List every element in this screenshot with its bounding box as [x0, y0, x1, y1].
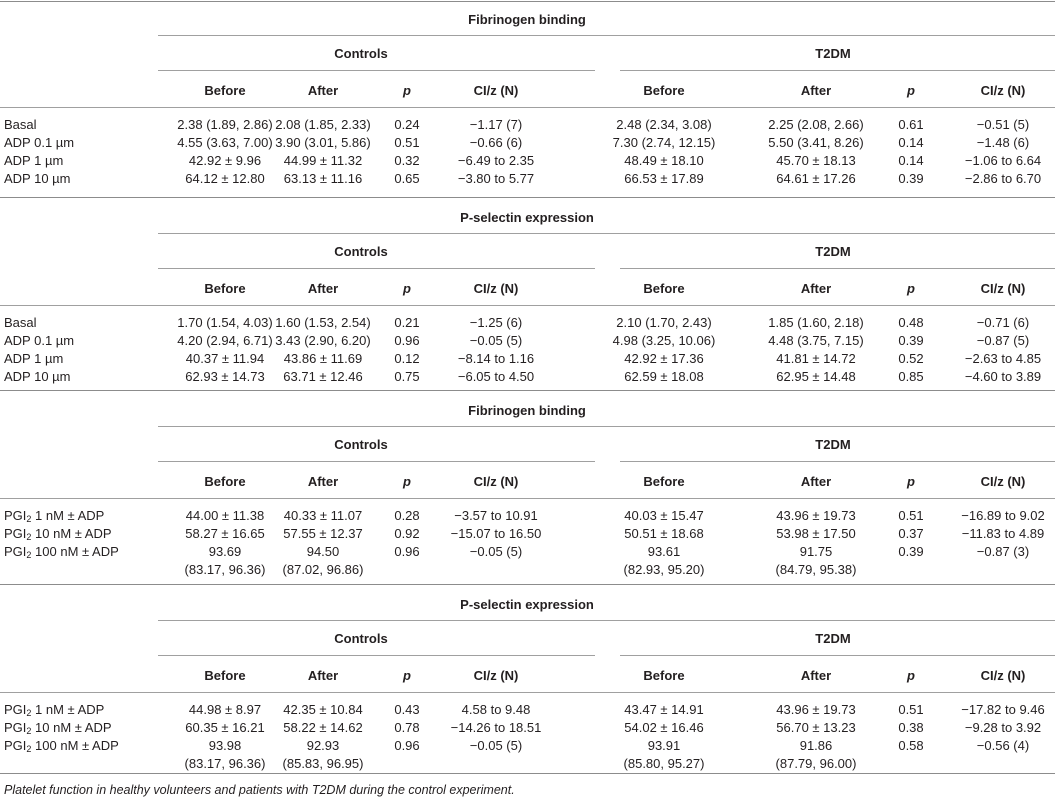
group-rule-t2dm	[620, 268, 1055, 269]
section-bottom-rule	[0, 584, 1055, 585]
column-header-rule	[0, 498, 1055, 499]
row-label: Basal	[4, 117, 37, 132]
table-cell: 93.69	[208, 544, 242, 559]
table-cell: 64.61 ± 17.26	[776, 171, 856, 186]
group-header-t2dm: T2DM	[815, 437, 851, 452]
table-cell: 0.61	[898, 117, 924, 132]
table-cell: −9.28 to 3.92	[964, 720, 1042, 735]
table-cell: 0.75	[394, 369, 420, 384]
section-title-rule	[158, 233, 1055, 234]
row-label-subscript: 2	[26, 708, 32, 718]
column-header: Before	[643, 668, 685, 683]
table-cell: 0.43	[394, 702, 420, 717]
group-header-controls: Controls	[334, 631, 388, 646]
table-cell: 0.39	[898, 171, 924, 186]
table-cell: 40.33 ± 11.07	[283, 508, 363, 523]
column-header: CI/z (N)	[980, 83, 1026, 98]
table-cell: 0.32	[394, 153, 420, 168]
row-label-prefix: PGI	[4, 526, 27, 541]
table-cell: 91.86	[799, 738, 833, 753]
group-rule-controls	[158, 655, 595, 656]
table-cell: −0.51 (5)	[976, 117, 1030, 132]
table-cell: (84.79, 95.38)	[775, 562, 857, 577]
table-cell: 3.90 (3.01, 5.86)	[275, 135, 371, 150]
column-header: After	[800, 474, 832, 489]
table-cell: (83.17, 96.36)	[184, 756, 266, 771]
table-cell: 0.65	[394, 171, 420, 186]
column-header: Before	[204, 281, 246, 296]
table-cell: 7.30 (2.74, 12.15)	[612, 135, 716, 150]
table-cell: 0.92	[394, 526, 420, 541]
table-cell: −11.83 to 4.89	[961, 526, 1045, 541]
column-header: Before	[204, 83, 246, 98]
table-cell: −0.66 (6)	[469, 135, 523, 150]
row-label: ADP 1 µm	[4, 153, 64, 168]
column-header: After	[800, 668, 832, 683]
row-label-suffix: 1 nM ± ADP	[31, 508, 105, 523]
table-cell: −14.26 to 18.51	[450, 720, 542, 735]
row-label	[4, 544, 119, 560]
table-cell: 0.58	[898, 738, 924, 753]
table-cell: 5.50 (3.41, 8.26)	[768, 135, 864, 150]
table-cell: 2.38 (1.89, 2.86)	[177, 117, 273, 132]
table-cell: 62.59 ± 18.08	[624, 369, 704, 384]
column-header: After	[800, 83, 832, 98]
table-cell: 4.55 (3.63, 7.00)	[177, 135, 273, 150]
table-cell: 62.93 ± 14.73	[185, 369, 265, 384]
table-cell: 92.93	[306, 738, 340, 753]
section-title: P-selectin expression	[460, 597, 594, 612]
group-rule-t2dm	[620, 655, 1055, 656]
row-label	[4, 526, 112, 542]
row-label-suffix: 10 nM ± ADP	[31, 720, 112, 735]
column-header: p	[403, 474, 411, 489]
table-cell: −1.48 (6)	[976, 135, 1030, 150]
table-cell: 0.28	[394, 508, 420, 523]
table-cell: (85.83, 96.95)	[282, 756, 364, 771]
table-cell: −2.63 to 4.85	[964, 351, 1042, 366]
table-caption: Platelet function in healthy volunteers and patients with T2DM during the control experiment.	[4, 783, 515, 797]
table-cell: −0.56 (4)	[976, 738, 1030, 753]
group-rule-controls	[158, 70, 595, 71]
column-header: CI/z (N)	[473, 281, 519, 296]
column-header: p	[907, 668, 915, 683]
table-cell: 0.21	[394, 315, 420, 330]
table-cell: 0.51	[394, 135, 420, 150]
table-cell: 58.22 ± 14.62	[283, 720, 363, 735]
row-label: ADP 10 µm	[4, 171, 71, 186]
table-cell: 64.12 ± 12.80	[185, 171, 265, 186]
row-label: ADP 0.1 µm	[4, 135, 75, 150]
table-cell: 63.71 ± 12.46	[283, 369, 363, 384]
section-title-rule	[158, 620, 1055, 621]
table-cell: 0.51	[898, 702, 924, 717]
row-label	[4, 702, 104, 718]
row-label: ADP 1 µm	[4, 351, 64, 366]
table-cell: 53.98 ± 17.50	[776, 526, 856, 541]
group-rule-t2dm	[620, 461, 1055, 462]
table-cell: (82.93, 95.20)	[623, 562, 705, 577]
row-label-prefix: PGI	[4, 702, 27, 717]
table-cell: 0.96	[394, 333, 420, 348]
column-header: p	[403, 281, 411, 296]
table-cell: 0.38	[898, 720, 924, 735]
table-cell: 1.60 (1.53, 2.54)	[275, 315, 371, 330]
table-cell: (87.79, 96.00)	[775, 756, 857, 771]
table-cell: 57.55 ± 12.37	[283, 526, 363, 541]
row-label-subscript: 2	[26, 514, 32, 524]
table-cell: −4.60 to 3.89	[964, 369, 1042, 384]
row-label-prefix: PGI	[4, 544, 27, 559]
table-cell: −6.05 to 4.50	[457, 369, 535, 384]
table-cell: 93.98	[208, 738, 242, 753]
table-cell: −0.87 (5)	[976, 333, 1030, 348]
row-label-subscript: 2	[26, 744, 32, 754]
section-title-rule	[158, 35, 1055, 36]
column-header: Before	[643, 474, 685, 489]
row-label-subscript: 2	[26, 532, 32, 542]
table-cell: 93.61	[647, 544, 681, 559]
table-cell: 56.70 ± 13.23	[776, 720, 856, 735]
table-cell: 43.96 ± 19.73	[776, 508, 856, 523]
table-cell: −8.14 to 1.16	[457, 351, 535, 366]
table-cell: 0.37	[898, 526, 924, 541]
table-cell: 1.85 (1.60, 2.18)	[768, 315, 864, 330]
column-header-rule	[0, 107, 1055, 108]
group-header-t2dm: T2DM	[815, 244, 851, 259]
row-label-prefix: PGI	[4, 738, 27, 753]
row-label: ADP 10 µm	[4, 369, 71, 384]
table-cell: 0.24	[394, 117, 420, 132]
table-cell: −0.05 (5)	[469, 544, 523, 559]
table-cell: 44.98 ± 8.97	[188, 702, 262, 717]
table-cell: 3.43 (2.90, 6.20)	[275, 333, 371, 348]
table-cell: 60.35 ± 16.21	[185, 720, 265, 735]
column-header: After	[307, 83, 339, 98]
column-header: Before	[204, 474, 246, 489]
table-cell: −2.86 to 6.70	[964, 171, 1042, 186]
table-cell: 43.96 ± 19.73	[776, 702, 856, 717]
table-cell: 0.52	[898, 351, 924, 366]
section-title: Fibrinogen binding	[468, 12, 586, 27]
row-label-subscript: 2	[26, 550, 32, 560]
row-label: Basal	[4, 315, 37, 330]
column-header: p	[403, 83, 411, 98]
table-cell: 44.00 ± 11.38	[185, 508, 265, 523]
group-header-controls: Controls	[334, 46, 388, 61]
table-cell: 0.14	[898, 153, 924, 168]
group-header-t2dm: T2DM	[815, 46, 851, 61]
table-cell: −16.89 to 9.02	[961, 508, 1045, 523]
column-header-rule	[0, 305, 1055, 306]
table-cell: 62.95 ± 14.48	[776, 369, 856, 384]
column-header: p	[907, 281, 915, 296]
table-cell: 41.81 ± 14.72	[776, 351, 856, 366]
table-cell: −1.17 (7)	[469, 117, 523, 132]
table-cell: 54.02 ± 16.46	[624, 720, 704, 735]
table-cell: −0.87 (3)	[976, 544, 1030, 559]
row-label-suffix: 1 nM ± ADP	[31, 702, 105, 717]
row-label-suffix: 100 nM ± ADP	[31, 544, 119, 559]
table-cell: 2.10 (1.70, 2.43)	[616, 315, 712, 330]
row-label	[4, 738, 119, 754]
column-header: After	[307, 474, 339, 489]
column-header: p	[907, 474, 915, 489]
column-header: Before	[643, 281, 685, 296]
table-cell: 0.85	[898, 369, 924, 384]
section-title: P-selectin expression	[460, 210, 594, 225]
table-cell: −0.71 (6)	[976, 315, 1030, 330]
table-cell: 4.48 (3.75, 7.15)	[768, 333, 864, 348]
section-bottom-rule	[0, 197, 1055, 198]
table-cell: 4.20 (2.94, 6.71)	[177, 333, 273, 348]
table-cell: 43.86 ± 11.69	[283, 351, 363, 366]
table-cell: −0.05 (5)	[469, 333, 523, 348]
column-header: After	[800, 281, 832, 296]
table-cell: −3.80 to 5.77	[457, 171, 535, 186]
column-header: CI/z (N)	[980, 281, 1026, 296]
table-cell: 40.37 ± 11.94	[185, 351, 265, 366]
table-cell: 0.78	[394, 720, 420, 735]
table-cell: 48.49 ± 18.10	[624, 153, 704, 168]
table-cell: (85.80, 95.27)	[623, 756, 705, 771]
section-title-rule	[158, 426, 1055, 427]
table-cell: 0.12	[394, 351, 420, 366]
table-cell: 2.08 (1.85, 2.33)	[275, 117, 371, 132]
table-cell: 93.91	[647, 738, 681, 753]
section-title: Fibrinogen binding	[468, 403, 586, 418]
section-bottom-rule	[0, 390, 1055, 391]
table-cell: (83.17, 96.36)	[184, 562, 266, 577]
table-cell: (87.02, 96.86)	[282, 562, 364, 577]
row-label: ADP 0.1 µm	[4, 333, 75, 348]
table-cell: 0.48	[898, 315, 924, 330]
table-cell: 1.70 (1.54, 4.03)	[177, 315, 273, 330]
table-cell: 0.96	[394, 544, 420, 559]
table-cell: −0.05 (5)	[469, 738, 523, 753]
table-cell: 0.14	[898, 135, 924, 150]
column-header: CI/z (N)	[980, 474, 1026, 489]
column-header: Before	[204, 668, 246, 683]
group-rule-controls	[158, 461, 595, 462]
row-label	[4, 508, 104, 524]
column-header-rule	[0, 692, 1055, 693]
table-cell: 66.53 ± 17.89	[624, 171, 704, 186]
table-cell: 4.98 (3.25, 10.06)	[612, 333, 716, 348]
column-header: CI/z (N)	[980, 668, 1026, 683]
group-header-controls: Controls	[334, 244, 388, 259]
table-cell: −15.07 to 16.50	[450, 526, 542, 541]
table-cell: 40.03 ± 15.47	[624, 508, 704, 523]
column-header: After	[307, 668, 339, 683]
row-label-prefix: PGI	[4, 508, 27, 523]
column-header: After	[307, 281, 339, 296]
section-bottom-rule	[0, 773, 1055, 774]
table-cell: 58.27 ± 16.65	[185, 526, 265, 541]
group-rule-t2dm	[620, 70, 1055, 71]
table-cell: 0.96	[394, 738, 420, 753]
column-header: Before	[643, 83, 685, 98]
table-cell: −17.82 to 9.46	[961, 702, 1045, 717]
table-cell: 0.39	[898, 333, 924, 348]
column-header: CI/z (N)	[473, 668, 519, 683]
table-cell: 42.92 ± 17.36	[624, 351, 704, 366]
table-cell: 42.35 ± 10.84	[283, 702, 363, 717]
table-cell: 2.48 (2.34, 3.08)	[616, 117, 712, 132]
table-cell: 45.70 ± 18.13	[776, 153, 856, 168]
table-cell: −3.57 to 10.91	[454, 508, 538, 523]
table-cell: −1.25 (6)	[469, 315, 523, 330]
group-header-t2dm: T2DM	[815, 631, 851, 646]
table-cell: 0.51	[898, 508, 924, 523]
table-cell: 63.13 ± 11.16	[283, 171, 363, 186]
table-cell: 94.50	[306, 544, 340, 559]
row-label-suffix: 10 nM ± ADP	[31, 526, 112, 541]
row-label-subscript: 2	[26, 726, 32, 736]
row-label	[4, 720, 112, 736]
table-cell: −6.49 to 2.35	[457, 153, 535, 168]
table-cell: 91.75	[799, 544, 833, 559]
column-header: CI/z (N)	[473, 474, 519, 489]
column-header: p	[907, 83, 915, 98]
table-cell: 50.51 ± 18.68	[624, 526, 704, 541]
table-cell: 4.58 to 9.48	[461, 702, 531, 717]
top-rule	[0, 1, 1055, 2]
column-header: p	[403, 668, 411, 683]
row-label-suffix: 100 nM ± ADP	[31, 738, 119, 753]
table-cell: 42.92 ± 9.96	[188, 153, 262, 168]
group-header-controls: Controls	[334, 437, 388, 452]
table-cell: −1.06 to 6.64	[964, 153, 1042, 168]
table-cell: 2.25 (2.08, 2.66)	[768, 117, 864, 132]
table-cell: 0.39	[898, 544, 924, 559]
row-label-prefix: PGI	[4, 720, 27, 735]
column-header: CI/z (N)	[473, 83, 519, 98]
table-cell: 43.47 ± 14.91	[624, 702, 704, 717]
group-rule-controls	[158, 268, 595, 269]
table-cell: 44.99 ± 11.32	[283, 153, 363, 168]
